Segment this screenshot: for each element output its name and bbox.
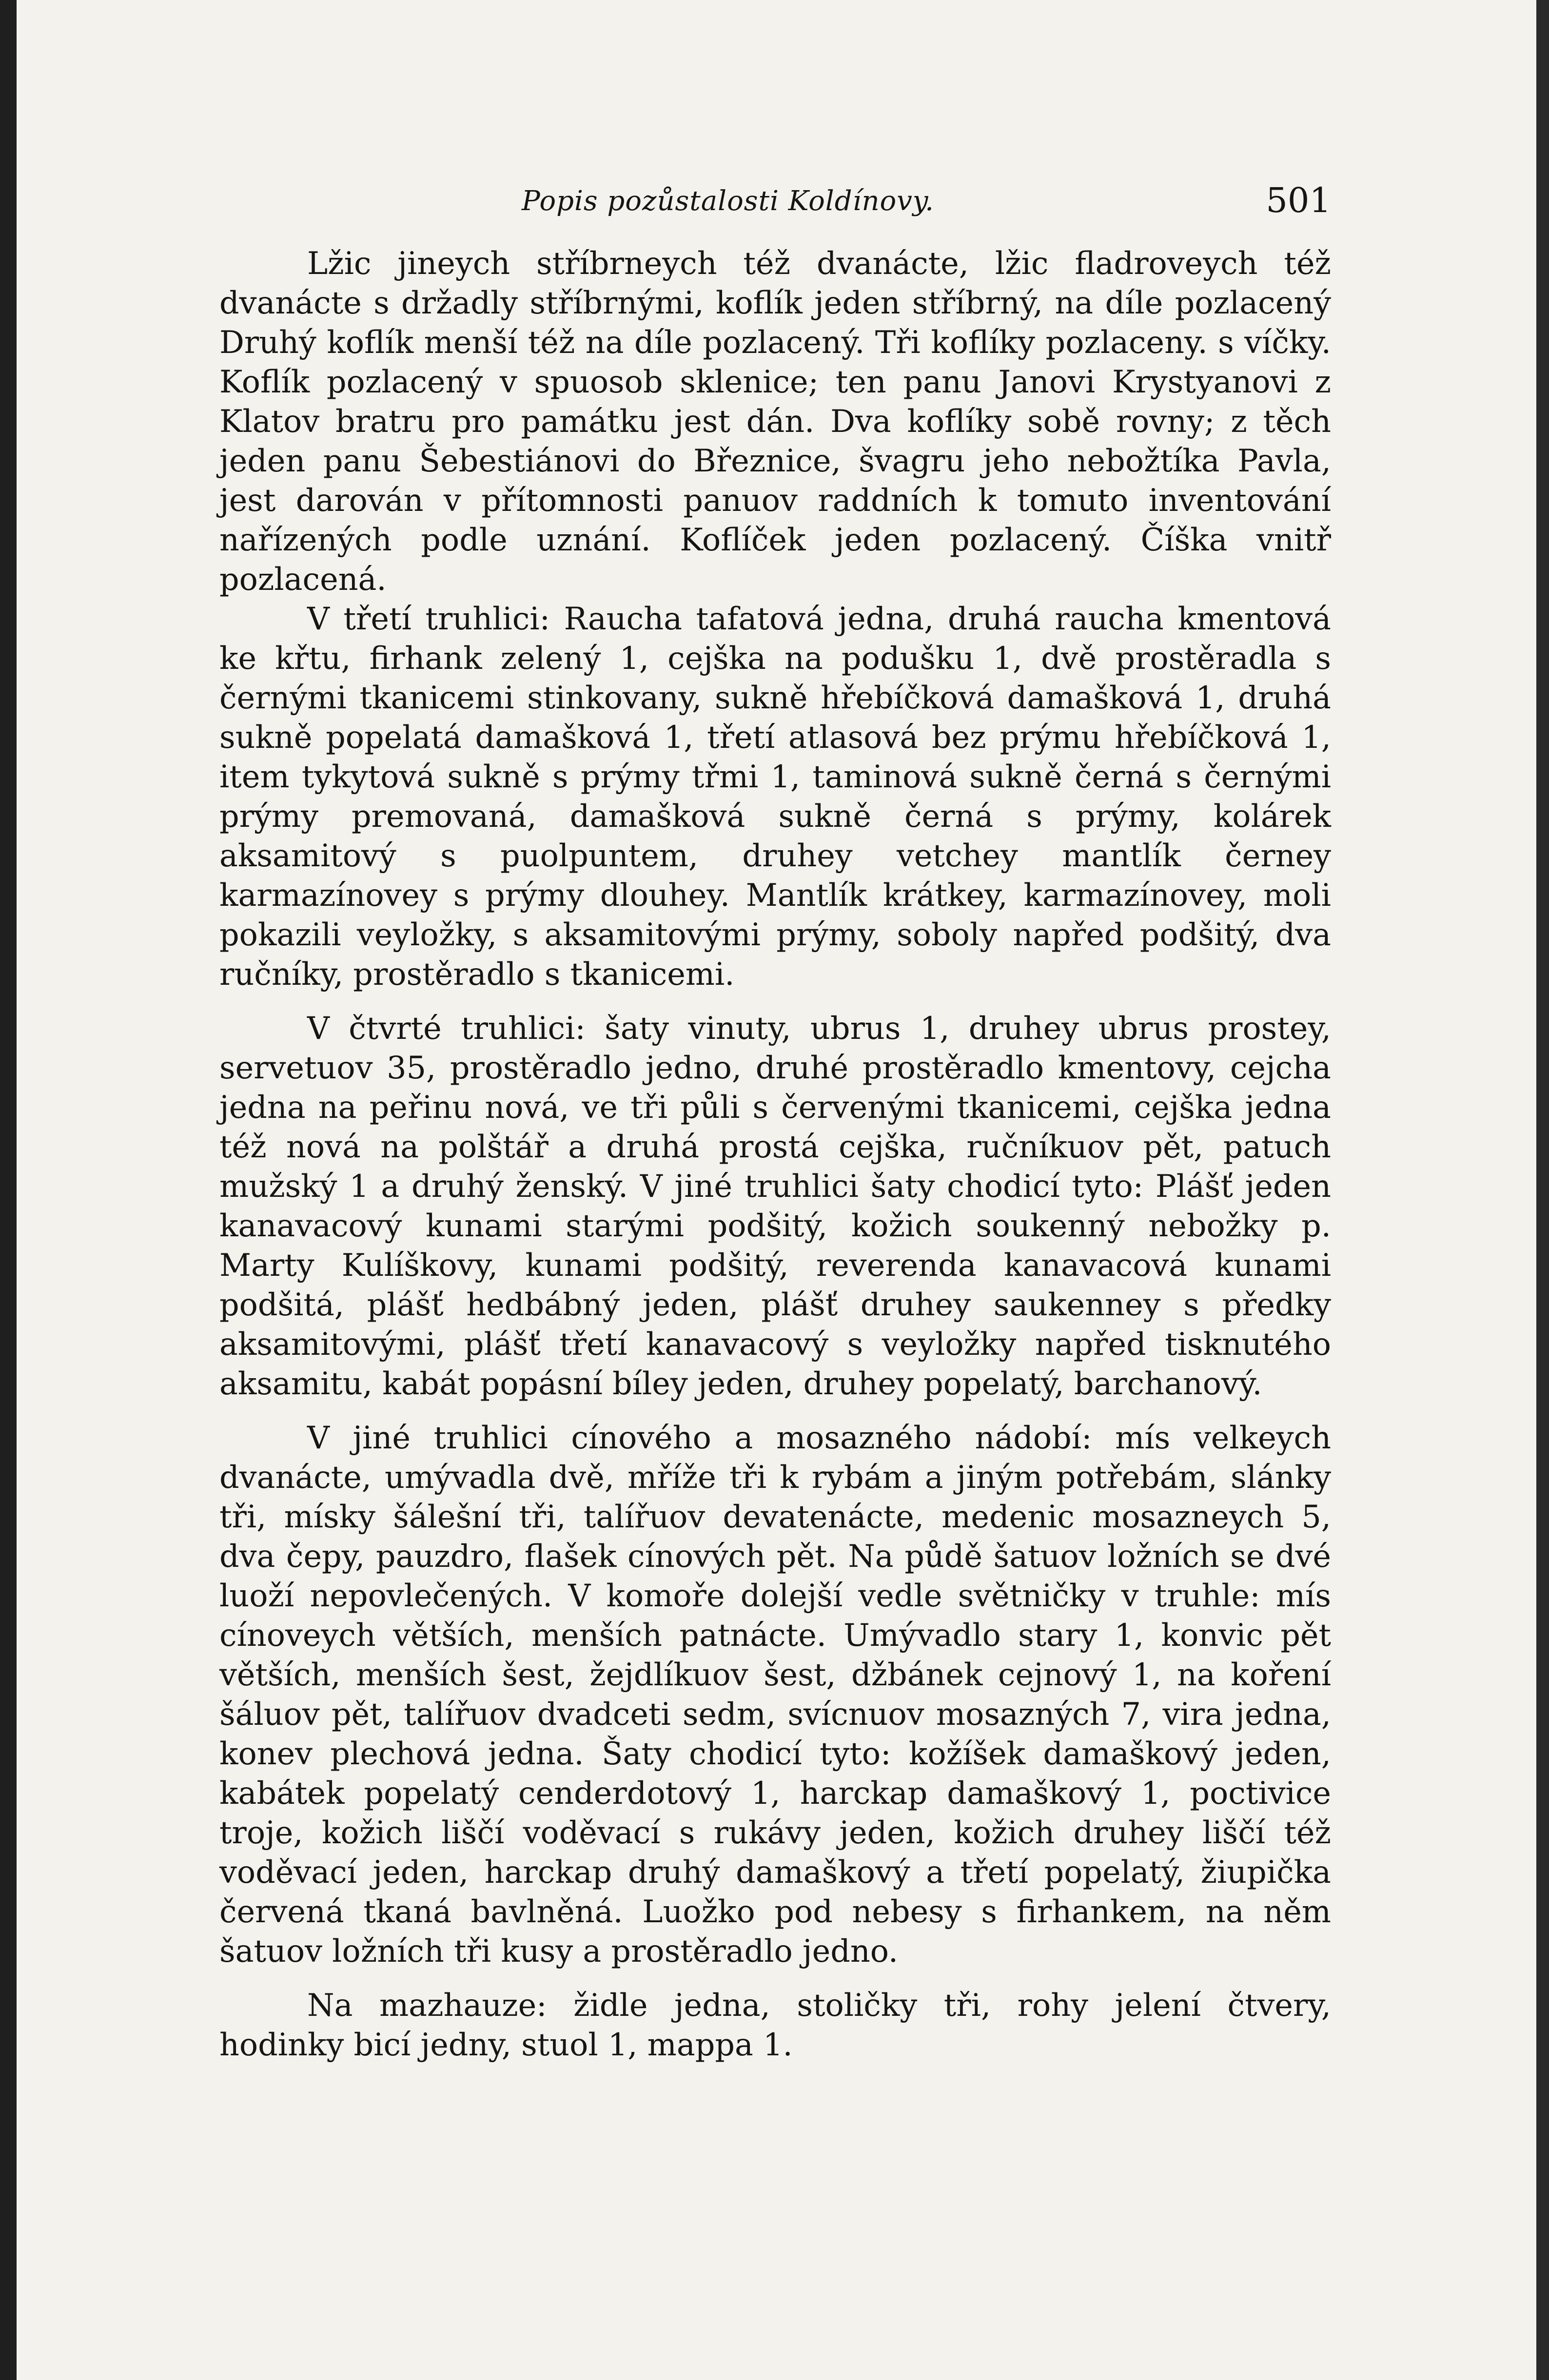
paragraph-fourth-chest: V čtvrté truhlici: šaty vinuty, ubrus 1, druhey ubrus prostey, servetuov 35, prostěradlo jedno, druhé prostěradlo kmentovy, cejcha jedna na peřinu nová, ve tři půli s červenými tkanicemi, cejška jedna též nová na polštář a druhá prostá cejška, ručníkuov pět, patuch mužský 1 a druhý ženský. V jiné truhlici šaty chodicí tyto: Plášť jeden kanavacový kunami starými podšitý, kožich soukenný nebožky p. Marty Kulíškovy, kunami podšitý, reverenda kanavacová kunami podšitá, plášť hedbábný jeden, plášť druhey saukenney s předky aksamitovými, plášť třetí kanavacový s veyložky napřed tisknutého aksamitu, kabát popásní bíley jeden, druhey popelatý, barchanový. <box>219 1010 1331 1402</box>
body-text <box>219 244 1331 2065</box>
paragraph-third-chest: V třetí truhlici: Raucha tafatová jedna, druhá raucha kmentová ke křtu, firhank zelený 1, cejška na podušku 1, dvě prostěradla s černými tkanicemi stinkovany, sukně hřebíčková damašková 1, druhá sukně popelatá damašková 1, třetí atlasová bez prýmu hřebíčková 1, item tykytová sukně s prýmy třmi 1, taminová sukně černá s černými prýmy premovaná, damašková sukně černá s prýmy, kolárek aksamitový s puolpuntem, druhey vetchey mantlík černey karmazínovey s prýmy dlouhey. Mantlík krátkey, karmazínovey, moli pokazili veyložky, s aksamitovými prýmy, soboly napřed podšitý, dva ručníky, prostěradlo s tkanicemi. <box>219 601 1331 992</box>
scan-edge-left <box>0 0 17 2380</box>
page-number: 501 <box>1266 180 1331 220</box>
book-page <box>219 176 1331 2065</box>
paragraph-tin-brass-vessels: V jiné truhlici cínového a mosazného nádobí: mís velkeych dvanácte, umývadla dvě, mříže tři k rybám a jiným potřebám, slánky tři, mísky šálešní tři, talířuov devatenácte, medenic mosazneych 5, dva čepy, pauzdro, flašek cínových pět. Na půdě šatuov ložních se dvé luoží nepovlečených. V komoře dolejší vedle světničky v truhle: mís cínoveych větších, menších patnácte. Umývadlo stary 1, konvic pět větších, menších šest, žejdlíkuov šest, džbánek cejnový 1, na koření šáluov pět, talířuov dvadceti sedm, svícnuov mosazných 7, vira jedna, konev plechová jedna. Šaty chodicí tyto: kožíšek damaškový jeden, kabátek popelatý cenderdotový 1, harckap damaškový 1, poctivice troje, kožich liščí voděvací s rukávy jeden, kožich druhey liščí též voděvací jeden, harckap druhý damaškový a třetí popelatý, žiupička červená tkaná bavlněná. Luožko pod nebesy s firhankem, na něm šatuov ložních tři kusy a prostěradlo jedno. <box>219 1420 1331 1969</box>
scan-edge-right <box>1536 0 1549 2380</box>
paragraph-silverware: Lžic jineych stříbrneych též dvanácte, lžic fladroveych též dvanácte s držadly stříbrnými, koflík jeden stříbrný, na díle pozlacený Druhý koflík menší též na díle pozlacený. Tři koflíky pozlaceny. s víčky. Koflík pozlacený v spuosob sklenice; ten panu Janovi Krystyanovi z Klatov bratru pro památku jest dán. Dva koflíky sobě rovny; z těch jeden panu Šebestiánovi do Březnice, švagru jeho nebožtíka Pavla, jest darován v přítomnosti panuov raddních k tomuto inventování nařízených podle uznání. Koflíček jeden pozlacený. Číška vnitř pozlacená. <box>219 245 1331 597</box>
paragraph-hallway: Na mazhauze: židle jedna, stoličky tři, rohy jelení čtvery, hodinky bicí jedny, stuol 1, mappa 1. <box>219 1987 1331 2063</box>
running-title: Popis pozůstalosti Koldínovy. <box>522 185 934 217</box>
page-header <box>219 176 1331 229</box>
